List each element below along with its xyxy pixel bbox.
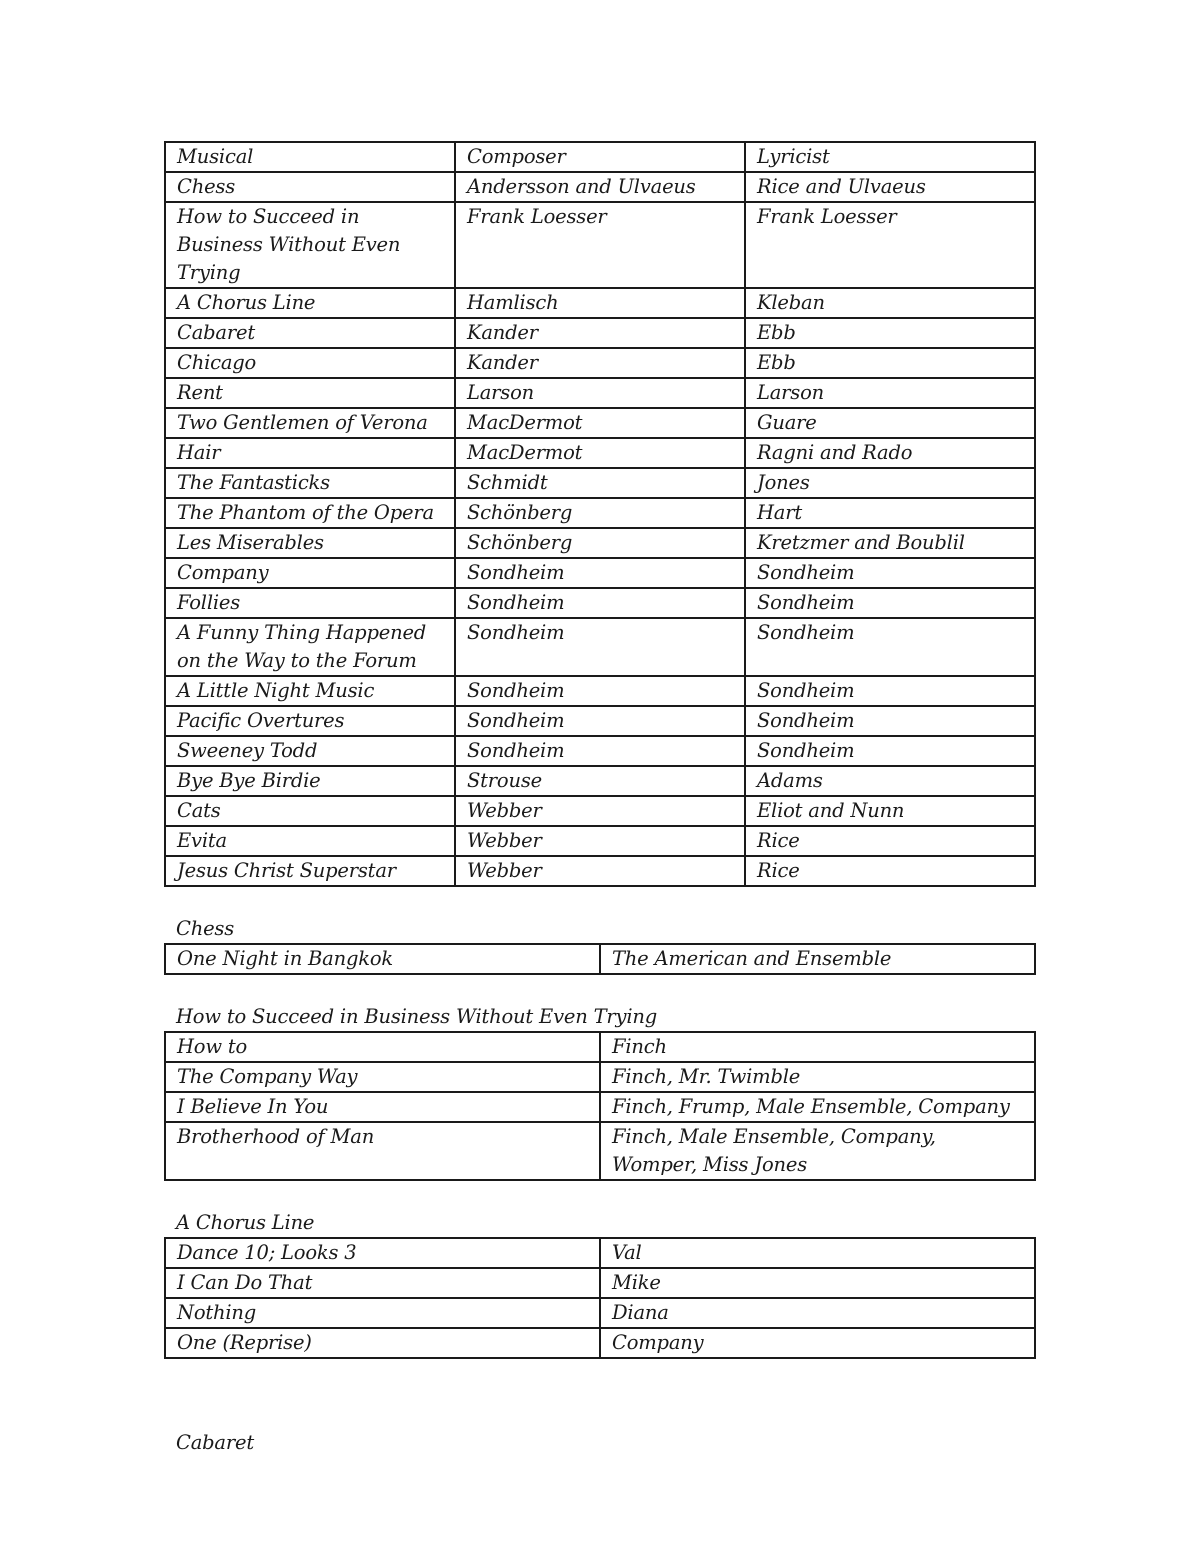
composer-cell: Schmidt [455, 468, 745, 498]
musical-cell: Jesus Christ Superstar [165, 856, 455, 886]
musical-cell: The Phantom of the Opera [165, 498, 455, 528]
lyricist-cell: Rice [745, 856, 1035, 886]
lyricist-cell: Sondheim [745, 588, 1035, 618]
lyricist-cell: Hart [745, 498, 1035, 528]
performer-cell: Finch, Frump, Male Ensemble, Company [600, 1092, 1035, 1122]
lyricist-cell: Kleban [745, 288, 1035, 318]
musical-cell: Rent [165, 378, 455, 408]
a-chorus-line-songs-table [164, 1237, 1036, 1359]
table-row [165, 1092, 1035, 1122]
composer-cell: Larson [455, 378, 745, 408]
lyricist-cell: Sondheim [745, 736, 1035, 766]
composer-cell: Sondheim [455, 558, 745, 588]
musical-cell: Pacific Overtures [165, 706, 455, 736]
table-row [165, 1122, 1035, 1180]
table-row [165, 408, 1035, 438]
musical-cell: A Chorus Line [165, 288, 455, 318]
composer-cell: Webber [455, 796, 745, 826]
musical-cell: Evita [165, 826, 455, 856]
song-cell: I Believe In You [165, 1092, 600, 1122]
lyricist-cell: Guare [745, 408, 1035, 438]
composer-cell: Frank Loesser [455, 202, 745, 288]
composer-cell: Sondheim [455, 676, 745, 706]
performer-cell: Val [600, 1238, 1035, 1268]
performer-cell: Mike [600, 1268, 1035, 1298]
table-row [165, 1062, 1035, 1092]
performer-cell: Diana [600, 1298, 1035, 1328]
table-row [165, 1328, 1035, 1358]
table-row [165, 318, 1035, 348]
lyricist-cell: Ebb [745, 348, 1035, 378]
composer-cell: Sondheim [455, 618, 745, 676]
musical-cell: Les Miserables [165, 528, 455, 558]
spacer [164, 1181, 1034, 1209]
table-row [165, 378, 1035, 408]
composer-cell: Schönberg [455, 528, 745, 558]
how-to-succeed-songs-table [164, 1031, 1036, 1181]
song-cell: One Night in Bangkok [165, 944, 600, 974]
song-cell: The Company Way [165, 1062, 600, 1092]
lyricist-cell: Ebb [745, 318, 1035, 348]
composer-cell: Kander [455, 318, 745, 348]
musical-cell: Cabaret [165, 318, 455, 348]
composer-cell: Schönberg [455, 498, 745, 528]
lyricist-cell: Frank Loesser [745, 202, 1035, 288]
lyricist-cell: Rice [745, 826, 1035, 856]
table-row [165, 1298, 1035, 1328]
table-row [165, 1268, 1035, 1298]
lyricist-cell: Rice and Ulvaeus [745, 172, 1035, 202]
musical-cell: The Fantasticks [165, 468, 455, 498]
composer-cell: Sondheim [455, 706, 745, 736]
song-cell: Nothing [165, 1298, 600, 1328]
document-page [164, 141, 1034, 1457]
musical-cell: Follies [165, 588, 455, 618]
lyricist-cell: Adams [745, 766, 1035, 796]
table-row [165, 348, 1035, 378]
table-row [165, 944, 1035, 974]
section-title-chess: Chess [176, 917, 235, 940]
table-row [165, 1032, 1035, 1062]
table-row [165, 202, 1035, 288]
spacer [164, 887, 1034, 915]
song-cell: How to [165, 1032, 600, 1062]
header-composer: Composer [455, 142, 745, 172]
lyricist-cell: Larson [745, 378, 1035, 408]
chess-songs-table [164, 943, 1036, 975]
section-title-how-to-succeed: How to Succeed in Business Without Even Trying [176, 1005, 658, 1028]
table-row [165, 856, 1035, 886]
table-row [165, 736, 1035, 766]
song-cell: Dance 10; Looks 3 [165, 1238, 600, 1268]
section-title-cabaret: Cabaret [176, 1431, 254, 1454]
table-row [165, 618, 1035, 676]
spacer [164, 975, 1034, 1003]
lyricist-cell: Sondheim [745, 558, 1035, 588]
table-row [165, 826, 1035, 856]
table-row [165, 766, 1035, 796]
musical-cell: How to Succeed in Business Without Even Trying [165, 202, 455, 288]
musical-cell: A Little Night Music [165, 676, 455, 706]
table-row [165, 172, 1035, 202]
spacer [164, 1359, 1034, 1429]
table-row [165, 1238, 1035, 1268]
table-row [165, 468, 1035, 498]
lyricist-cell: Eliot and Nunn [745, 796, 1035, 826]
composer-cell: Hamlisch [455, 288, 745, 318]
musical-cell: Bye Bye Birdie [165, 766, 455, 796]
musical-cell: Two Gentlemen of Verona [165, 408, 455, 438]
musicals-table [164, 141, 1036, 887]
musical-cell: Chess [165, 172, 455, 202]
table-row [165, 498, 1035, 528]
composer-cell: Webber [455, 856, 745, 886]
lyricist-cell: Sondheim [745, 706, 1035, 736]
musical-cell: Hair [165, 438, 455, 468]
lyricist-cell: Kretzmer and Boublil [745, 528, 1035, 558]
musical-cell: Chicago [165, 348, 455, 378]
performer-cell: Finch [600, 1032, 1035, 1062]
song-cell: One (Reprise) [165, 1328, 600, 1358]
composer-cell: Andersson and Ulvaeus [455, 172, 745, 202]
song-cell: I Can Do That [165, 1268, 600, 1298]
table-row [165, 706, 1035, 736]
composer-cell: Sondheim [455, 588, 745, 618]
performer-cell: Company [600, 1328, 1035, 1358]
composer-cell: Kander [455, 348, 745, 378]
table-row [165, 796, 1035, 826]
composer-cell: Strouse [455, 766, 745, 796]
performer-cell: Finch, Male Ensemble, Company, Womper, Miss Jones [600, 1122, 1035, 1180]
musical-cell: Cats [165, 796, 455, 826]
composer-cell: Webber [455, 826, 745, 856]
lyricist-cell: Ragni and Rado [745, 438, 1035, 468]
table-row [165, 288, 1035, 318]
header-lyricist: Lyricist [745, 142, 1035, 172]
composer-cell: MacDermot [455, 408, 745, 438]
table-row [165, 588, 1035, 618]
musical-cell: Sweeney Todd [165, 736, 455, 766]
table-row [165, 528, 1035, 558]
lyricist-cell: Jones [745, 468, 1035, 498]
section-title-a-chorus-line: A Chorus Line [176, 1211, 315, 1234]
table-header-row [165, 142, 1035, 172]
table-row [165, 438, 1035, 468]
musical-cell: Company [165, 558, 455, 588]
lyricist-cell: Sondheim [745, 618, 1035, 676]
musical-cell: A Funny Thing Happened on the Way to the Forum [165, 618, 455, 676]
performer-cell: The American and Ensemble [600, 944, 1035, 974]
table-row [165, 676, 1035, 706]
song-cell: Brotherhood of Man [165, 1122, 600, 1180]
lyricist-cell: Sondheim [745, 676, 1035, 706]
table-row [165, 558, 1035, 588]
header-musical: Musical [165, 142, 455, 172]
performer-cell: Finch, Mr. Twimble [600, 1062, 1035, 1092]
composer-cell: Sondheim [455, 736, 745, 766]
composer-cell: MacDermot [455, 438, 745, 468]
